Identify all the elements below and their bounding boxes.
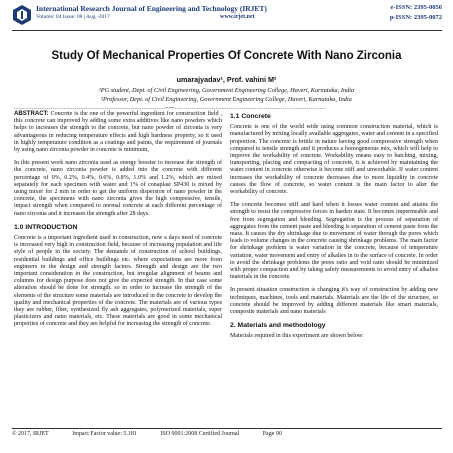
materials-heading: 2. Materials and methodology	[230, 322, 326, 330]
materials-text: Materials required in this experiment are shown below:	[230, 333, 364, 340]
paper-authors: umarajyadav¹, Prof. vahini M²	[176, 75, 277, 84]
right-column	[230, 111, 438, 347]
journal-website[interactable]: www.irjet.net	[220, 14, 255, 20]
intro-text: Concrete is a important ingredient used in construction, now a days need of concrete is increased very high in construction field, because of increasing population and life style of people in the society. The demands of construction of school buildings, residential buildings and office buildings etc. where expectations are more from engineers in the design and strength factors. Strength and design are the two important consideration in the construction, but irregular alignment of beams and columns for design purpose does not give the expected strength. In that case some alteration should be done for strength. so in order to increase the strength of the elements of the structure some materials are introduced in the concrete to develop the quality and mechanical properties of the concrete. The materials are of various types they are rubber, fiber, synthesized fly ash aggregates, polymerized materials, super plasticizers and nano materials, etc. These materials are good in some mechanical properties of concrete and they are helpful for increasing the strength of concrete.	[14, 235, 222, 328]
concrete-heading: 1.1 Concrete	[230, 113, 271, 120]
journal-header	[12, 4, 442, 28]
e-issn: e-ISSN: 2395-0056	[390, 4, 442, 11]
affiliation-1: ¹PG student, Dept. of Civil Engineering, Government Engineering College, Haveri, Karnataka, India	[98, 87, 355, 94]
footer-divider	[12, 428, 442, 429]
footer-iso: ISO 9001:2008 Certified Journal	[160, 431, 240, 437]
footer-impact: Impact Factor value: 5.181	[72, 431, 137, 437]
abstract-text-2: In this present work nano zirconia used as energy booster to increase the strength of the concrete, nano zirconia powder is added into the concrete with different percentage of 0%, 0.2%, 0.4%, 0.6%, 0.8%, 1.0% and 1.2%, which are mixed separately for each specimen with water and 1% of conaplast SP430 is mixed by using mixer for 2 min in order to get the uniform dispersion of nano powder in the concrete, the specimens with nano zirconia gives the high compressive, tensile, impact strength when compared to normal concrete at each different percentage of nano zirconia and it increases the strength after 28 days.	[14, 160, 222, 217]
header-divider	[12, 30, 442, 31]
left-column	[14, 111, 222, 335]
abstract-text-1: Concrete is the one of the powerful ingredient for construction field , this concrete can improved by adding some extra additives like nano powders which helps to increases the strength to the concrete, but nano powder of zirconia is very advantageous in reducing temperature effects and high hardness property, so it used in highly temperature condition as a coatings and paints, the requirement of journals by using nano zirconia powder in concrete is minimum,	[14, 111, 222, 154]
page-footer	[12, 431, 442, 437]
abstract	[14, 111, 222, 154]
intro-heading: 1.0 INTRODUCTION	[14, 223, 78, 231]
concrete-text-2: The concrete becomes stiff and hard when it losses water content and attains the strength to resist the compressive forces in harden state. It becomes impermeable and free from segregation and bleeding. Segregation is the process of separation of aggregates from the cement paste and bleeding is separation of cement paste from the mass. It causes the dry shrinkage due to movement of water through the pores which leads to volume changes in the concrete causing shrinkage problems. The main factor for shrinkage problem is water variation in the concrete, because of temperature variation, water movement and entry of alkalies in to the surface of concrete. In order to avoid the shrinkage problems the pores ratio and void ratio should be minimized with proper compaction and by taking safety measurements to avoid entry of alkalies materials in the concrete.	[230, 202, 438, 281]
concrete-text-3: In present situation construction is changing it's way of construction by adding new techniques, machines, tools and materials. Materials are the life of the structure, so concrete should be improved by adding different materials like smart materials, composite materials and nano materials	[230, 287, 438, 316]
volume-issue: Volume: 04 Issue: 08 | Aug -2017	[36, 14, 110, 20]
irjet-logo	[12, 4, 32, 26]
p-issn: p-ISSN: 2395-0072	[389, 14, 442, 21]
journal-name: International Research Journal of Engineering and Technology (IRJET)	[36, 4, 267, 13]
abstract-label: ABSTRACT:	[14, 111, 49, 117]
footer-page: Page 90	[262, 431, 282, 437]
section-separator: ----------------------------------------------------------------------***----------------------------------------------------------------------	[14, 107, 327, 112]
concrete-text-1: Concrete is one of the world wide using common construction material, which is manufactured by mixing locally available aggregates, water and cement in a specified proportion. The concrete is brittle in nature having good compressive strength when compared to tensile strength and it produces a homogeneous mix, which will help to improve the workability of concrete. Workability means easy to batching, mixing, transporting, placing and compacting of concrete, it is achieved by maintaining the water content in concrete otherwise it become stiff and unworkable. If water content increases the workability of concrete decreases due to more liquidity in concrete causes the flow of concrete, so water content is the main factor to alter the workability of concrete.	[230, 124, 438, 196]
paper-title: Study Of Mechanical Properties Of Concrete With Nano Zirconia	[51, 50, 402, 62]
footer-copyright: © 2017, IRJET	[12, 431, 49, 437]
affiliation-2: ²Professor, Dept. of Civil Engineering, Government Engineering College, Haveri, Karnataka, India	[101, 96, 352, 103]
